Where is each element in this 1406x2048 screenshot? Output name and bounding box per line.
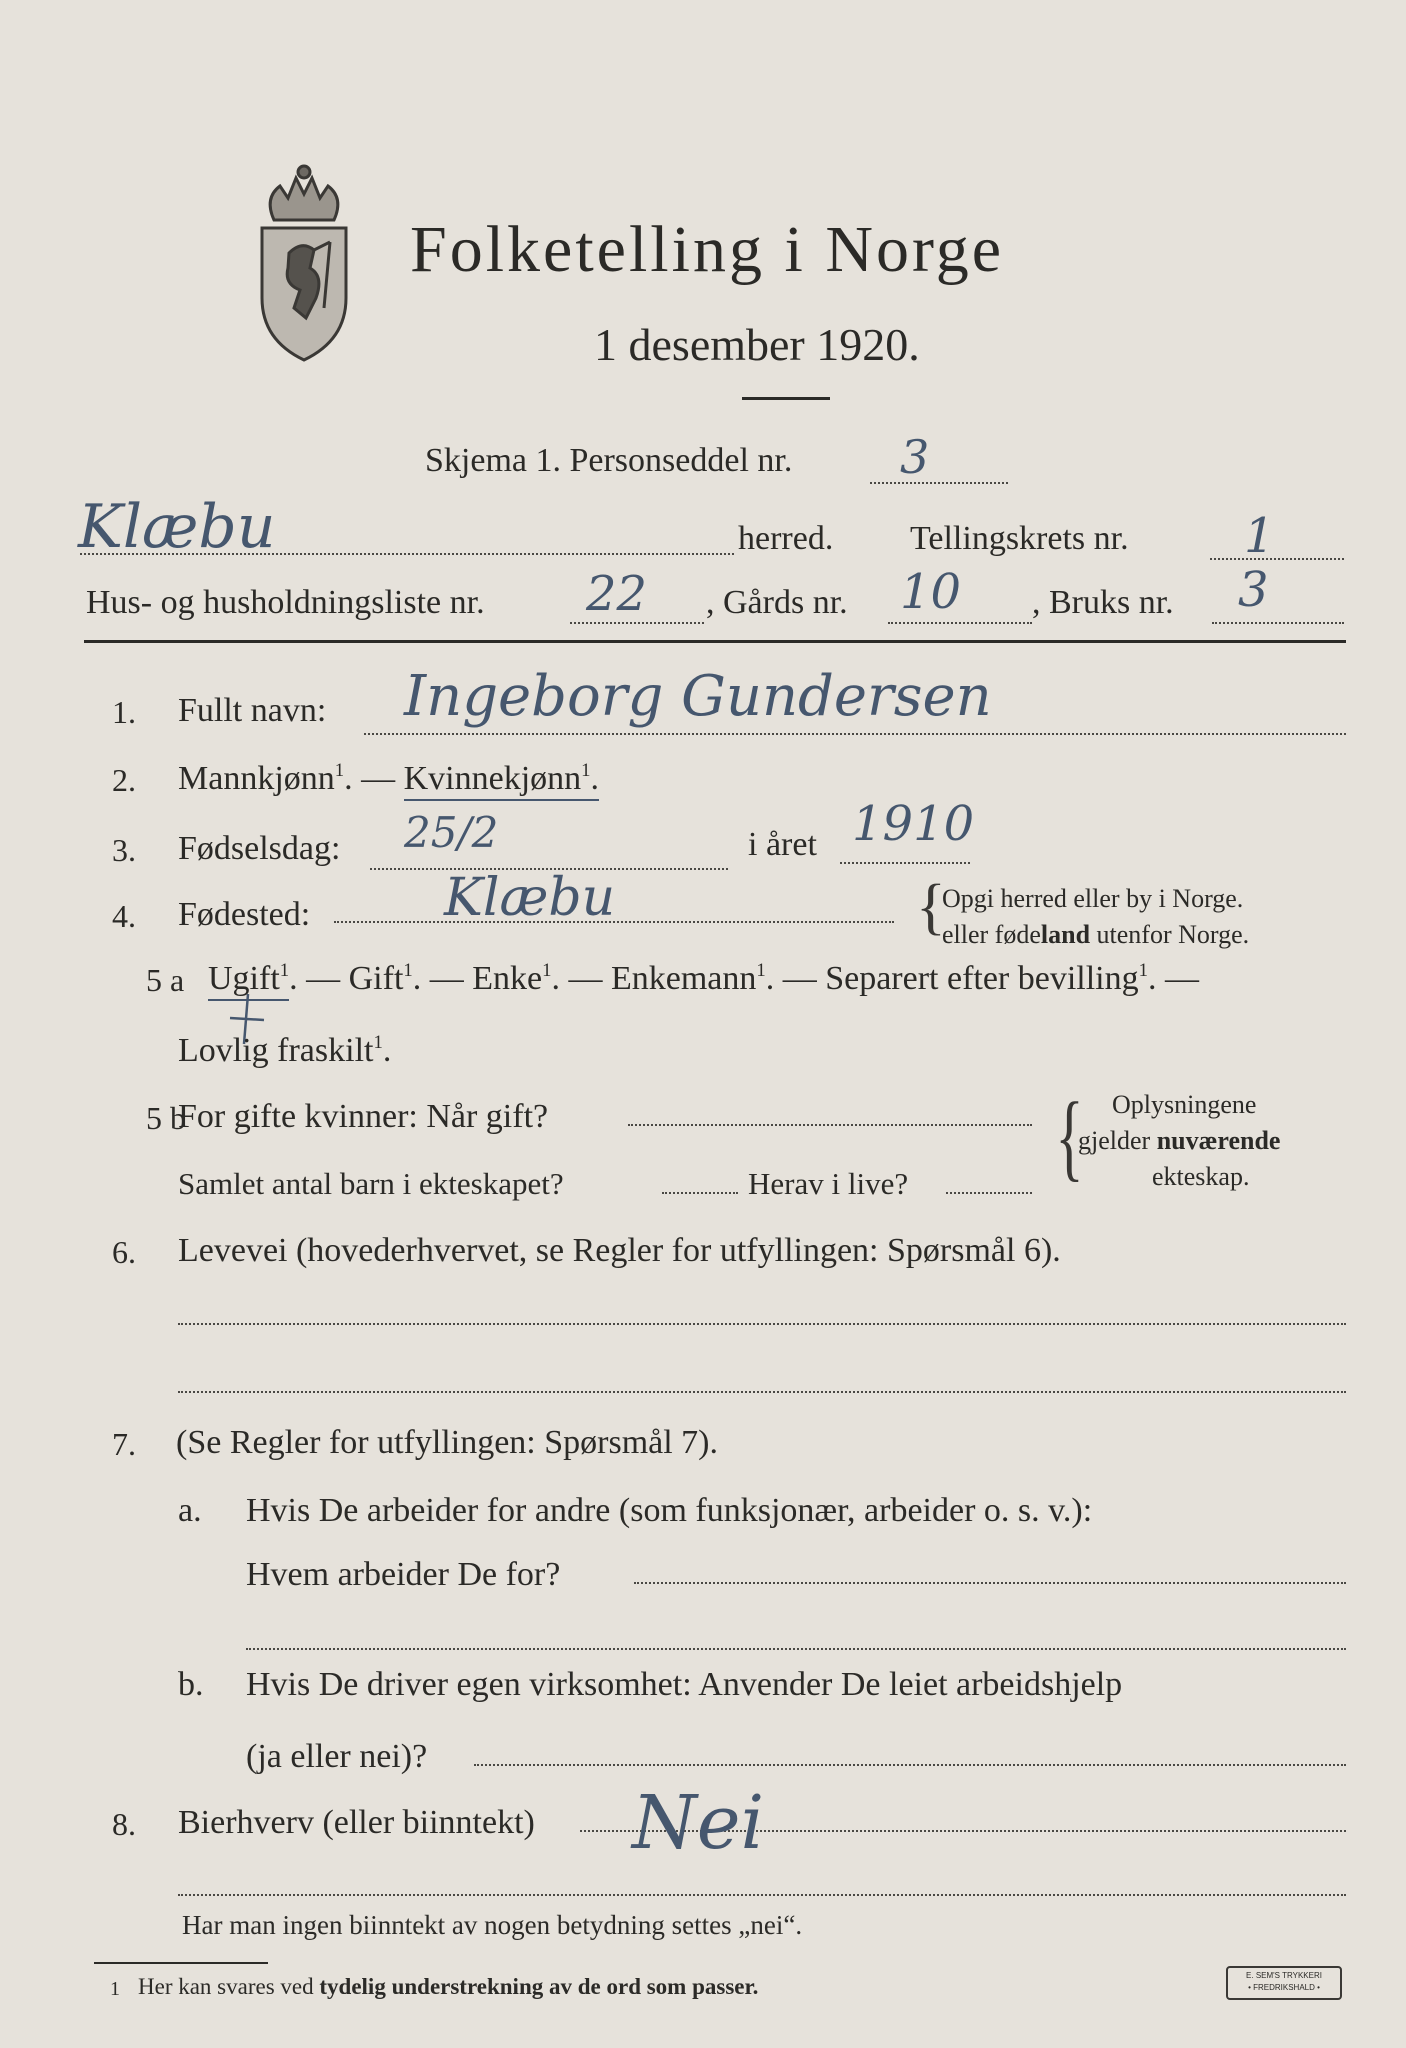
q7a-question: Hvem arbeider De for?: [246, 1556, 561, 1593]
header-divider: [84, 640, 1346, 643]
gards-label: , Gårds nr.: [706, 584, 848, 621]
footnote-mark: 1: [110, 1978, 120, 2000]
q7b-line: [474, 1764, 1346, 1766]
q6-label: Levevei (hovederhvervet, se Regler for utfyllingen: Spørsmål 6).: [178, 1232, 1061, 1269]
herred-value: Klæbu: [78, 492, 276, 562]
birth-year-value: 1910: [852, 796, 975, 852]
q7b-question: (ja eller nei)?: [246, 1738, 428, 1775]
q4-number: 4.: [112, 898, 136, 934]
side-income-note: Har man ingen biinntekt av nogen betydning settes „nei“.: [182, 1910, 803, 1940]
q1-line: [364, 733, 1346, 735]
q5a-number: 5 a: [146, 962, 185, 998]
q6-number: 6.: [112, 1234, 136, 1270]
tellingskrets-value: 1: [1244, 508, 1275, 564]
q7-label: (Se Regler for utfyllingen: Spørsmål 7).: [176, 1424, 719, 1461]
skjema-label: Skjema 1. Personseddel nr.: [425, 442, 793, 479]
q7b-text: Hvis De driver egen virksomhet: Anvender De leiet arbeidshjelp: [246, 1666, 1123, 1703]
children-line: [662, 1192, 738, 1194]
birthplace-value: Klæbu: [444, 868, 616, 928]
q7a-line-2: [246, 1648, 1346, 1650]
q7a-line-1: [634, 1582, 1346, 1584]
footnote-rule: [94, 1962, 268, 1964]
q6-line-2: [178, 1391, 1346, 1393]
q4-label: Fødested:: [178, 896, 311, 933]
q4-note-2: eller fødeland utenfor Norge.: [942, 920, 1250, 949]
birthday-value: 25/2: [404, 808, 499, 857]
q3-number: 3.: [112, 832, 136, 868]
q4-note-1: Opgi herred eller by i Norge.: [942, 884, 1244, 913]
q8-line-2: [178, 1894, 1346, 1896]
full-name-value: Ingeborg Gundersen: [404, 664, 992, 729]
q3-label: Fødselsdag:: [178, 830, 341, 867]
q4-brace-icon: {: [916, 873, 946, 941]
q7a-text: Hvis De arbeider for andre (som funksjonær, arbeider o. s. v.):: [246, 1492, 1093, 1529]
form-title: Folketelling i Norge: [410, 213, 1005, 286]
q5b-brace-icon: {: [1055, 1083, 1084, 1191]
gender-options: Mannkjønn$^1$. — Kvinnekjønn$^1$.: [178, 760, 599, 798]
alive-line: [946, 1192, 1032, 1194]
census-date: 1 desember 1920.: [594, 319, 920, 370]
male-option: Mannkjønn: [178, 760, 335, 798]
q7-number: 7.: [112, 1426, 136, 1462]
q5b-label-2: Samlet antal barn i ekteskapet?: [178, 1166, 564, 1201]
herred-line: [80, 553, 734, 555]
divorced-option: Lovlig fraskilt$^1$.: [178, 1032, 392, 1070]
title-rule: [742, 397, 830, 400]
marital-options: Ugift$^1$. — Gift$^1$. — Enke$^1$. — Enkemann$^1$. — Separert efter bevilling$^1$. —: [208, 960, 1199, 998]
q5b-note-3: ekteskap.: [1152, 1162, 1250, 1191]
q7a-letter: a.: [178, 1492, 202, 1529]
gards-value: 10: [900, 564, 962, 620]
bruks-label: , Bruks nr.: [1032, 584, 1174, 621]
q7b-letter: b.: [178, 1666, 204, 1703]
q6-line-1: [178, 1323, 1346, 1325]
q5b-note-2: gjelder nuværende: [1078, 1126, 1281, 1155]
q8-number: 8.: [112, 1806, 136, 1842]
q5b-label-1: For gifte kvinner: Når gift?: [178, 1098, 549, 1135]
husliste-label: Hus- og husholdningsliste nr.: [86, 584, 485, 621]
unmarried-option: Ugift$^1$: [208, 960, 289, 1001]
q5b-note-1: Oplysningene: [1112, 1090, 1257, 1119]
husliste-value: 22: [586, 566, 648, 622]
q2-number: 2.: [112, 762, 136, 798]
side-income-value: Nei: [632, 1780, 765, 1866]
bruks-line: [1212, 622, 1344, 624]
skjema-nr-value: 3: [900, 430, 930, 484]
q1-label: Fullt navn:: [178, 692, 327, 729]
husliste-line: [570, 622, 704, 624]
q5b-number: 5 b: [146, 1100, 186, 1136]
norway-coat-of-arms-icon: [244, 158, 364, 368]
skjema-nr-line: [870, 482, 1008, 484]
q5b-label-3: Herav i live?: [748, 1166, 909, 1201]
printer-stamp: E. SEM'S TRYKKERI • FREDRIKSHALD •: [1226, 1966, 1342, 2000]
year-label: i året: [748, 826, 817, 863]
q1-number: 1.: [112, 694, 136, 730]
year-line: [840, 862, 970, 864]
bruks-value: 3: [1238, 562, 1269, 618]
when-married-line: [628, 1124, 1032, 1126]
tellingskrets-label: Tellingskrets nr.: [910, 520, 1129, 557]
footnote-text: Her kan svares ved tydelig understrekning av de ord som passer.: [138, 1974, 759, 1999]
q8-label: Bierhverv (eller biinntekt): [178, 1804, 535, 1841]
female-option: Kvinnekjønn$^1$.: [404, 760, 599, 801]
herred-label: herred.: [738, 520, 834, 557]
gards-line: [888, 622, 1032, 624]
tellingskrets-line: [1210, 558, 1344, 560]
